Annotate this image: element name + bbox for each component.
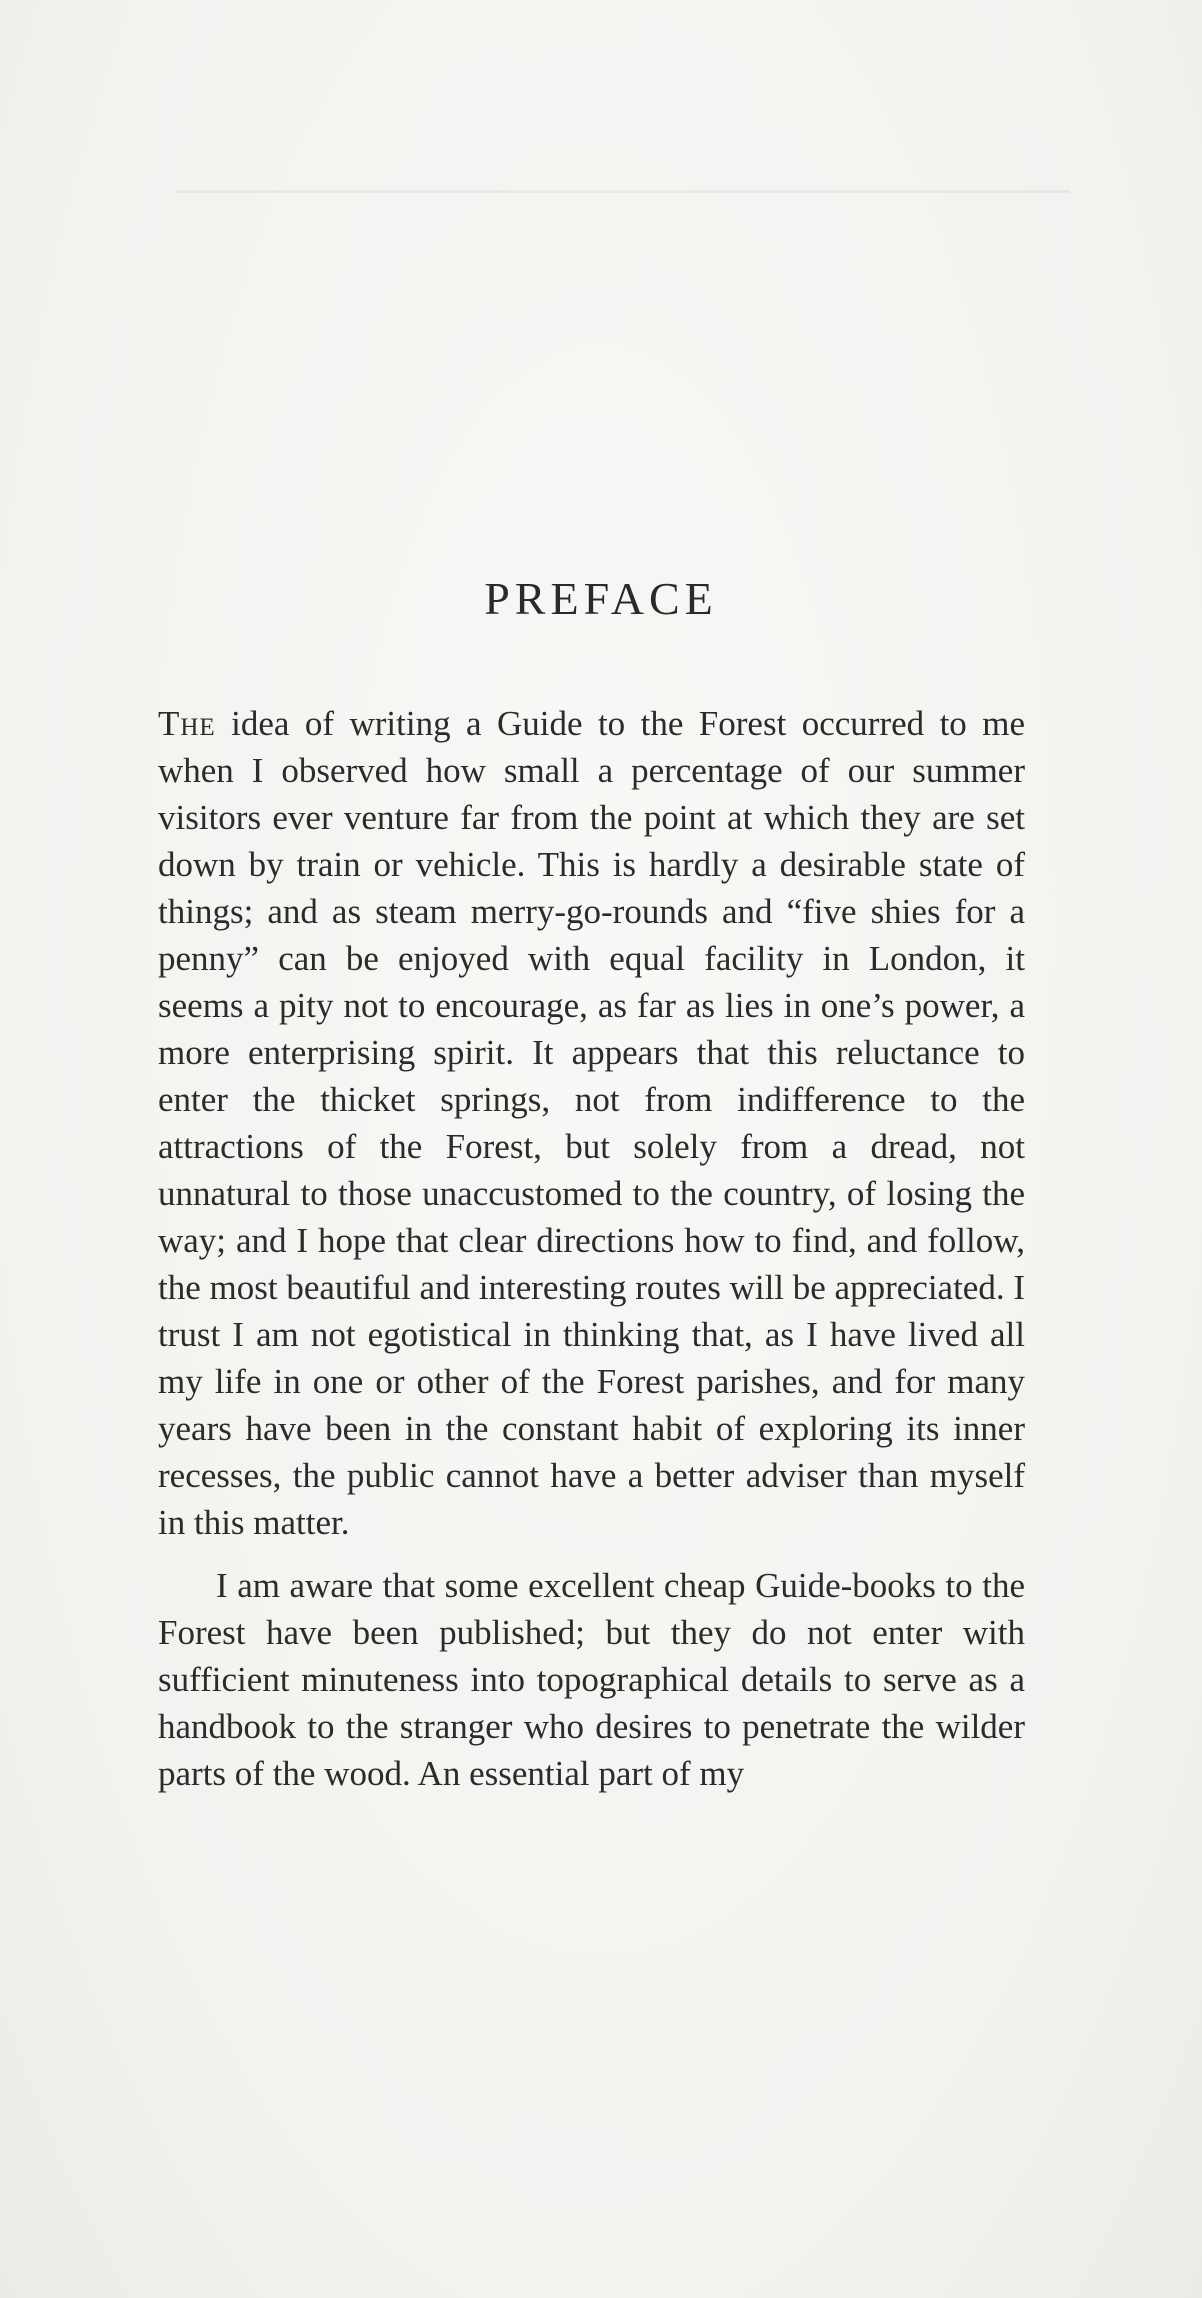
paragraph-2-text: I am aware that some excellent cheap Guide-books to the Forest have been published; but they do not enter with sufficient minuteness into topographical details to serve as a handbook to the stranger who desires to penetrate the wilder parts of the wood. An essential part of my — [158, 1566, 1025, 1793]
page-title: PREFACE — [484, 573, 718, 624]
paragraph-1-text: idea of writing a Guide to the Forest occurred to me when I observed how small a percentage of our summer visitors ever venture far from the point at which they are set down by train or vehicle. This is hardly a desirable state of things; and as steam merry-go-rounds and “five shies for a penny” can be enjoyed with equal facility in London, it seems a pity not to encourage, as far as lies in one’s power, a more enterprising spirit. It appears that this reluctance to enter the thicket springs, not from indifference to the attractions of the Forest, but solely from a dread, not unnatural to those unaccustomed to the country, of losing the way; and I hope that clear directions how to find, and follow, the most beautiful and interesting routes will be appreciated. I trust I am not egotistical in thinking that, as I have lived all my life in one or other of the Forest parishes, and for many years have been in the constant habit of exploring its inner recesses, the public cannot have a better adviser than myself in this matter. — [158, 704, 1025, 1542]
preface-body — [158, 700, 1025, 1797]
drop-word: The — [158, 704, 216, 743]
paragraph-1 — [158, 700, 1025, 1546]
show-through-rule — [175, 190, 1070, 193]
paragraph-2 — [158, 1562, 1025, 1797]
